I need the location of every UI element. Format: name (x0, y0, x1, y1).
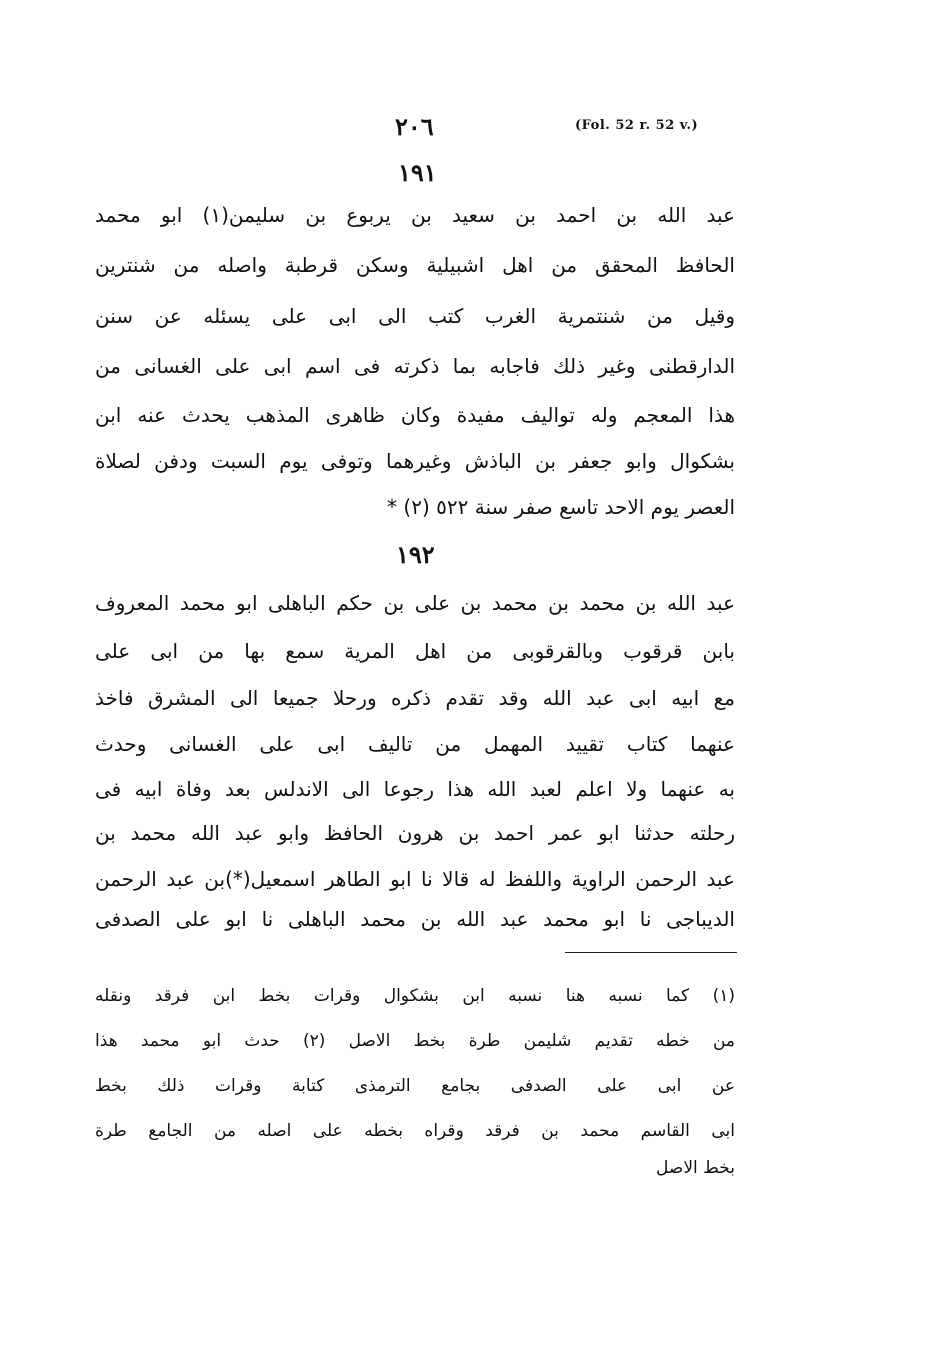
page-number: ٢٠٦ (395, 112, 434, 141)
entry-text-line: العصر يوم الاحد تاسع صفر سنة ٥٢٢ (٢) * (387, 495, 735, 519)
footnote-line: عن ابى على الصدفى بجامع الترمذى كتابة وقرات ذلك بخط (95, 1076, 735, 1096)
entry-text-line: عبد الله بن احمد بن سعيد بن يربوع بن سليمن(١) ابو محمد (95, 203, 735, 227)
entry-text-line: بشكوال وابو جعفر بن الباذش وغيرهما وتوفى يوم السبت ودفن لصلاة (95, 449, 735, 473)
footnote-line: ابى القاسم محمد بن فرقد وقراه بخطه على اصله من الجامع طرة (95, 1121, 735, 1141)
entry-number: ١٩١ (398, 158, 437, 187)
entry-text-line: الحافظ المحقق من اهل اشبيلية وسكن قرطبة واصله من شنترين (95, 253, 735, 277)
footnote-line: بخط الاصل (656, 1158, 735, 1178)
footnote-divider (565, 952, 737, 953)
entry-text-line: رحلته حدثنا ابو عمر احمد بن هرون الحافظ وابو عبد الله محمد بن (95, 821, 735, 845)
entry-text-line: عبد الله بن محمد بن محمد بن على بن حكم الباهلى ابو محمد المعروف (95, 591, 735, 615)
folio-reference: (Fol. 52 r. 52 v.) (575, 118, 699, 133)
entry-text-line: عبد الرحمن الراوية واللفظ له قالا نا ابو الطاهر اسمعيل(*)بن عبد الرحمن (95, 867, 735, 891)
entry-text-line: هذا المعجم وله تواليف مفيدة وكان ظاهرى المذهب يحدث عنه ابن (95, 403, 735, 427)
entry-text-line: الدارقطنى وغير ذلك فاجابه بما ذكرته فى اسم ابى على الغسانى من (95, 354, 735, 378)
entry-text-line: الديباجى نا ابو محمد عبد الله بن محمد الباهلى نا ابو على الصدفى (95, 907, 735, 931)
entry-text-line: بابن قرقوب وبالقرقوبى من اهل المرية سمع بها من ابى على (95, 639, 735, 663)
entry-text-line: به عنهما ولا اعلم لعبد الله هذا رجوعا الى الاندلس بعد وفاة ابيه فى (95, 777, 735, 801)
footnote-line: من خطه تقديم شليمن طرة بخط الاصل (٢) حدث ابو محمد هذا (95, 1031, 735, 1051)
footnote-line: (١) كما نسبه هنا نسبه ابن بشكوال وقرات بخط ابن فرقد ونقله (95, 986, 735, 1006)
entry-number: ١٩٢ (396, 540, 435, 569)
entry-text-line: وقيل من شنتمرية الغرب كتب الى ابى على يسئله عن سنن (95, 304, 735, 328)
entry-text-line: مع ابيه ابى عبد الله وقد تقدم ذكره ورحلا جميعا الى المشرق فاخذ (95, 686, 735, 710)
entry-text-line: عنهما كتاب تقييد المهمل من تاليف ابى على الغسانى وحدث (95, 732, 735, 756)
